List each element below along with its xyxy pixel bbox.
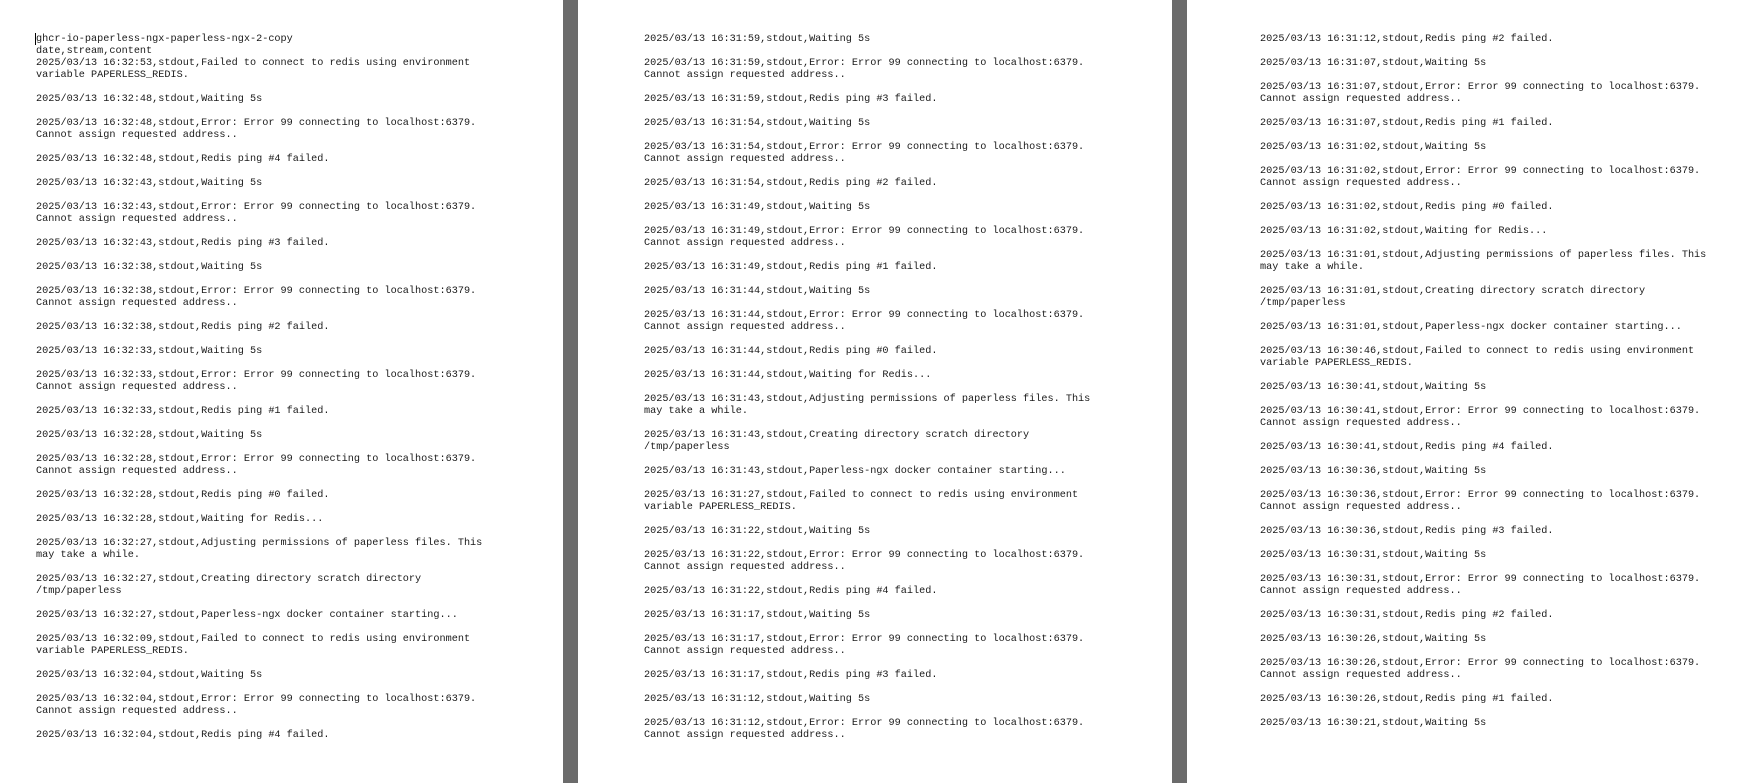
log-entry: 2025/03/13 16:32:48,stdout,Error: Error 99 connecting to localhost:6379. Cannot assign requested address.. bbox=[36, 118, 477, 141]
log-entry: 2025/03/13 16:31:59,stdout,Redis ping #3 failed. bbox=[644, 94, 938, 105]
log-entry: 2025/03/13 16:30:41,stdout,Waiting 5s bbox=[1260, 382, 1487, 393]
log-entry: 2025/03/13 16:32:04,stdout,Error: Error 99 connecting to localhost:6379. Cannot assign requested address.. bbox=[36, 694, 477, 717]
log-entry: 2025/03/13 16:31:12,stdout,Waiting 5s bbox=[644, 694, 871, 705]
log-entries bbox=[644, 34, 1090, 742]
log-entry: 2025/03/13 16:32:43,stdout,Waiting 5s bbox=[36, 178, 263, 189]
log-entry: 2025/03/13 16:31:54,stdout,Waiting 5s bbox=[644, 118, 871, 129]
page-1-content bbox=[36, 34, 482, 754]
log-entries bbox=[36, 58, 482, 742]
log-entry: 2025/03/13 16:31:02,stdout,Error: Error 99 connecting to localhost:6379. Cannot assign requested address.. bbox=[1260, 166, 1701, 189]
page-3-content bbox=[1260, 34, 1706, 742]
log-entry: 2025/03/13 16:31:49,stdout,Waiting 5s bbox=[644, 202, 871, 213]
log-entry: 2025/03/13 16:32:28,stdout,Redis ping #0 failed. bbox=[36, 490, 330, 501]
log-entry: 2025/03/13 16:30:21,stdout,Waiting 5s bbox=[1260, 718, 1487, 729]
log-entry: 2025/03/13 16:31:22,stdout,Redis ping #4 failed. bbox=[644, 586, 938, 597]
log-entry: 2025/03/13 16:32:38,stdout,Waiting 5s bbox=[36, 262, 263, 273]
log-entry: 2025/03/13 16:31:59,stdout,Error: Error 99 connecting to localhost:6379. Cannot assign requested address.. bbox=[644, 58, 1085, 81]
log-entry: 2025/03/13 16:32:27,stdout,Adjusting permissions of paperless files. This may take a while. bbox=[36, 538, 483, 561]
log-entry: 2025/03/13 16:31:44,stdout,Waiting for Redis... bbox=[644, 370, 932, 381]
log-entry: 2025/03/13 16:31:44,stdout,Redis ping #0 failed. bbox=[644, 346, 938, 357]
log-entry: 2025/03/13 16:30:41,stdout,Error: Error 99 connecting to localhost:6379. Cannot assign requested address.. bbox=[1260, 406, 1701, 429]
log-entry: 2025/03/13 16:30:31,stdout,Redis ping #2 failed. bbox=[1260, 610, 1554, 621]
log-entry: 2025/03/13 16:31:07,stdout,Error: Error 99 connecting to localhost:6379. Cannot assign requested address.. bbox=[1260, 82, 1701, 105]
log-entry: 2025/03/13 16:31:49,stdout,Redis ping #1 failed. bbox=[644, 262, 938, 273]
log-entry: 2025/03/13 16:31:07,stdout,Redis ping #1 failed. bbox=[1260, 118, 1554, 129]
log-entry: 2025/03/13 16:31:17,stdout,Error: Error 99 connecting to localhost:6379. Cannot assign requested address.. bbox=[644, 634, 1085, 657]
log-entry: 2025/03/13 16:31:02,stdout,Waiting 5s bbox=[1260, 142, 1487, 153]
log-entry: 2025/03/13 16:32:04,stdout,Redis ping #4 failed. bbox=[36, 730, 330, 741]
log-entry: 2025/03/13 16:32:38,stdout,Error: Error 99 connecting to localhost:6379. Cannot assign requested address.. bbox=[36, 286, 477, 309]
log-entry: 2025/03/13 16:32:43,stdout,Error: Error 99 connecting to localhost:6379. Cannot assign requested address.. bbox=[36, 202, 477, 225]
log-entry: 2025/03/13 16:31:12,stdout,Error: Error 99 connecting to localhost:6379. Cannot assign requested address.. bbox=[644, 718, 1085, 741]
log-entry: 2025/03/13 16:32:28,stdout,Error: Error 99 connecting to localhost:6379. Cannot assign requested address.. bbox=[36, 454, 477, 477]
log-entry: 2025/03/13 16:30:31,stdout,Waiting 5s bbox=[1260, 550, 1487, 561]
log-entry: 2025/03/13 16:32:09,stdout,Failed to connect to redis using environment variable PAPERLESS_REDIS. bbox=[36, 634, 471, 657]
log-entry: 2025/03/13 16:32:27,stdout,Paperless-ngx docker container starting... bbox=[36, 610, 458, 621]
log-entry: 2025/03/13 16:31:44,stdout,Error: Error 99 connecting to localhost:6379. Cannot assign requested address.. bbox=[644, 310, 1085, 333]
log-entry: 2025/03/13 16:32:28,stdout,Waiting for Redis... bbox=[36, 514, 324, 525]
log-entry: 2025/03/13 16:32:48,stdout,Redis ping #4 failed. bbox=[36, 154, 330, 165]
log-entry: 2025/03/13 16:32:33,stdout,Waiting 5s bbox=[36, 346, 263, 357]
log-entry: 2025/03/13 16:31:49,stdout,Error: Error 99 connecting to localhost:6379. Cannot assign requested address.. bbox=[644, 226, 1085, 249]
log-entry: 2025/03/13 16:31:43,stdout,Creating directory scratch directory /tmp/paperless bbox=[644, 430, 1030, 453]
log-entry: 2025/03/13 16:32:53,stdout,Failed to connect to redis using environment variable PAPERLESS_REDIS. bbox=[36, 58, 471, 81]
log-entry: 2025/03/13 16:30:26,stdout,Waiting 5s bbox=[1260, 634, 1487, 645]
log-entry: 2025/03/13 16:31:27,stdout,Failed to connect to redis using environment variable PAPERLESS_REDIS. bbox=[644, 490, 1079, 513]
log-entry: 2025/03/13 16:31:01,stdout,Paperless-ngx docker container starting... bbox=[1260, 322, 1682, 333]
log-entry: 2025/03/13 16:31:54,stdout,Error: Error 99 connecting to localhost:6379. Cannot assign requested address.. bbox=[644, 142, 1085, 165]
log-entry: 2025/03/13 16:32:28,stdout,Waiting 5s bbox=[36, 430, 263, 441]
log-entry: 2025/03/13 16:30:26,stdout,Redis ping #1 failed. bbox=[1260, 694, 1554, 705]
log-entry: 2025/03/13 16:31:17,stdout,Waiting 5s bbox=[644, 610, 871, 621]
document-page-1[interactable] bbox=[0, 0, 563, 783]
log-entry: 2025/03/13 16:31:43,stdout,Paperless-ngx docker container starting... bbox=[644, 466, 1066, 477]
document-page-2[interactable] bbox=[578, 0, 1172, 783]
document-filename: ghcr-io-paperless-ngx-paperless-ngx-2-copy bbox=[36, 34, 293, 45]
log-entry: 2025/03/13 16:32:33,stdout,Redis ping #1 failed. bbox=[36, 406, 330, 417]
log-entry: 2025/03/13 16:32:48,stdout,Waiting 5s bbox=[36, 94, 263, 105]
log-entry: 2025/03/13 16:31:59,stdout,Waiting 5s bbox=[644, 34, 871, 45]
log-entry: 2025/03/13 16:30:41,stdout,Redis ping #4 failed. bbox=[1260, 442, 1554, 453]
log-entry: 2025/03/13 16:32:27,stdout,Creating directory scratch directory /tmp/paperless bbox=[36, 574, 422, 597]
log-entry: 2025/03/13 16:31:22,stdout,Error: Error 99 connecting to localhost:6379. Cannot assign requested address.. bbox=[644, 550, 1085, 573]
document-page-3[interactable] bbox=[1187, 0, 1741, 783]
log-entry: 2025/03/13 16:31:01,stdout,Adjusting permissions of paperless files. This may take a while. bbox=[1260, 250, 1707, 273]
log-entry: 2025/03/13 16:31:07,stdout,Waiting 5s bbox=[1260, 58, 1487, 69]
log-entry: 2025/03/13 16:31:02,stdout,Waiting for Redis... bbox=[1260, 226, 1548, 237]
csv-header: date,stream,content bbox=[36, 46, 153, 57]
log-entry: 2025/03/13 16:32:04,stdout,Waiting 5s bbox=[36, 670, 263, 681]
log-entry: 2025/03/13 16:31:43,stdout,Adjusting permissions of paperless files. This may take a while. bbox=[644, 394, 1091, 417]
page-2-content bbox=[644, 34, 1090, 754]
log-entry: 2025/03/13 16:30:36,stdout,Waiting 5s bbox=[1260, 466, 1487, 477]
log-entry: 2025/03/13 16:31:44,stdout,Waiting 5s bbox=[644, 286, 871, 297]
log-entry: 2025/03/13 16:32:33,stdout,Error: Error 99 connecting to localhost:6379. Cannot assign requested address.. bbox=[36, 370, 477, 393]
log-entry: 2025/03/13 16:31:02,stdout,Redis ping #0 failed. bbox=[1260, 202, 1554, 213]
log-entries bbox=[1260, 34, 1706, 730]
log-entry: 2025/03/13 16:32:43,stdout,Redis ping #3 failed. bbox=[36, 238, 330, 249]
log-entry: 2025/03/13 16:30:36,stdout,Error: Error 99 connecting to localhost:6379. Cannot assign requested address.. bbox=[1260, 490, 1701, 513]
log-entry: 2025/03/13 16:31:12,stdout,Redis ping #2 failed. bbox=[1260, 34, 1554, 45]
log-entry: 2025/03/13 16:30:31,stdout,Error: Error 99 connecting to localhost:6379. Cannot assign requested address.. bbox=[1260, 574, 1701, 597]
log-entry: 2025/03/13 16:31:54,stdout,Redis ping #2 failed. bbox=[644, 178, 938, 189]
log-entry: 2025/03/13 16:30:36,stdout,Redis ping #3 failed. bbox=[1260, 526, 1554, 537]
log-entry: 2025/03/13 16:31:22,stdout,Waiting 5s bbox=[644, 526, 871, 537]
log-entry: 2025/03/13 16:31:01,stdout,Creating directory scratch directory /tmp/paperless bbox=[1260, 286, 1646, 309]
log-entry: 2025/03/13 16:31:17,stdout,Redis ping #3 failed. bbox=[644, 670, 938, 681]
log-entry: 2025/03/13 16:30:46,stdout,Failed to connect to redis using environment variable PAPERLESS_REDIS. bbox=[1260, 346, 1695, 369]
log-entry: 2025/03/13 16:30:26,stdout,Error: Error 99 connecting to localhost:6379. Cannot assign requested address.. bbox=[1260, 658, 1701, 681]
log-entry: 2025/03/13 16:32:38,stdout,Redis ping #2 failed. bbox=[36, 322, 330, 333]
